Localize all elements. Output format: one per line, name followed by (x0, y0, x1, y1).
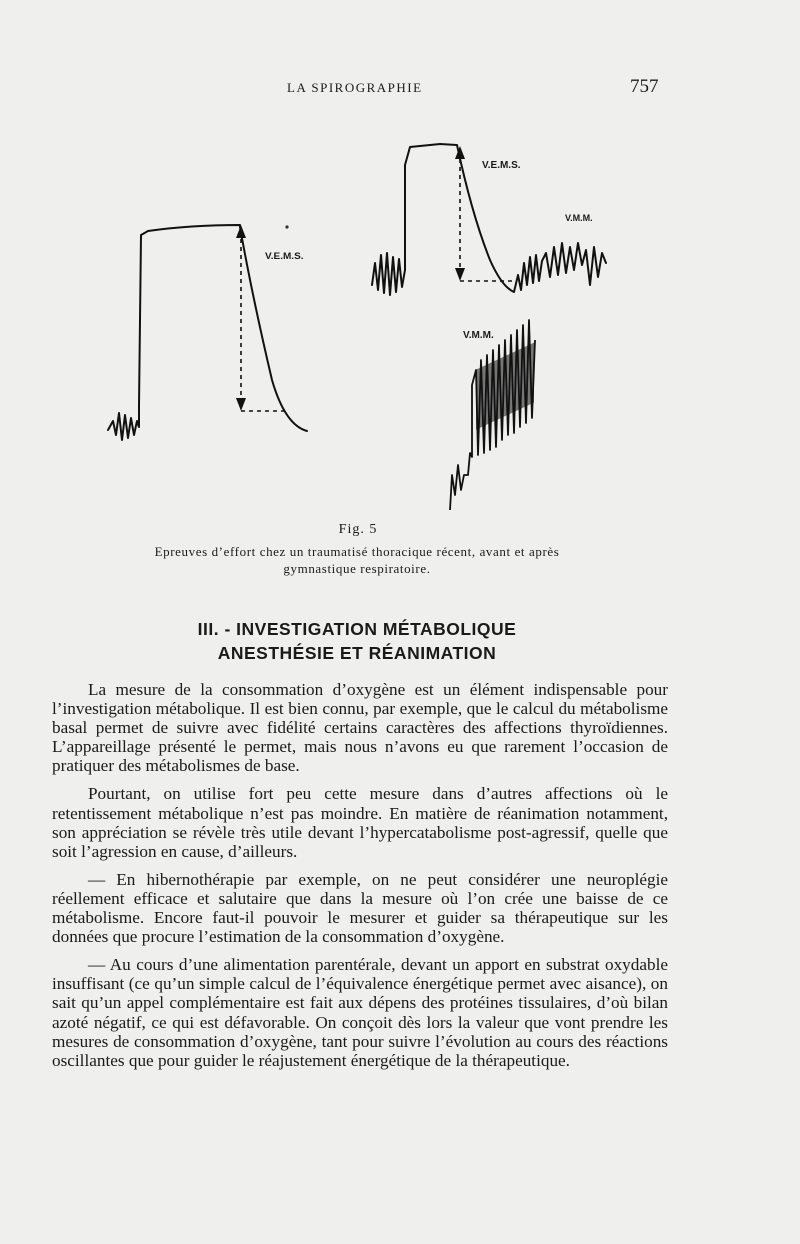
figure-caption: Epreuves d’effort chez un traumatisé thoracique récent, avant et après gymnastique respiratoire. (154, 544, 560, 576)
page-header (0, 76, 800, 100)
left-arrow-top (236, 225, 246, 238)
speck-mark (285, 225, 288, 228)
body-text (52, 680, 668, 1079)
label-vmm-right: V.M.M. (565, 213, 593, 223)
left-arrow-head (236, 398, 246, 411)
label-vems-left: V.E.M.S. (265, 251, 304, 262)
paragraph: — Au cours d’une alimentation parentérale, devant un apport en substrat oxydable insuffisant (ce qu’un simple calcul de l’équivalence énergétique permet avec aisance), on sait qu’un appel complémentaire est fait aux dépens des protéines tissulaires, d’où bilan azoté négatif, ce qui est défavorable. On conçoit dès lors la valeur que vont prendre les mesures de consommation d’oxygène, tant pour suivre l’évolution au cours des réactions oscillantes que pour guider le réajustement énergétique de la thérapeutique. (52, 955, 668, 1070)
paragraph: Pourtant, on utilise fort peu cette mesure dans d’autres affections où le retentissement métabolique n’est pas moindre. En matière de réanimation notamment, son appréciation se révèle très utile devant l’hypercatabolisme post-agressif, quelle que soit l’agression en cause, d’ailleurs. (52, 784, 668, 861)
section-title-line-1: III. - INVESTIGATION MÉTABOLIQUE (197, 619, 517, 639)
paragraph: La mesure de la consommation d’oxygène est un élément indispensable pour l’investigation métabolique. Il est bien connu, par exemple, que le calcul du métabolisme basal permet de suivre avec fidélité certains caractères des affections thyroïdiennes. L’appareillage présenté le permet, mais nous n’avons eu que rarement l’occasion de pratiquer des métabolismes de base. (52, 680, 668, 776)
running-head: LA SPIROGRAPHIE (287, 80, 423, 95)
right-arrow-top (455, 146, 465, 159)
label-vems-right: V.E.M.S. (482, 160, 521, 171)
spirogram-figure (100, 135, 640, 515)
spirogram-drawing (100, 135, 640, 515)
figure-number: Fig. 5 (338, 522, 378, 537)
paragraph: — En hibernothérapie par exemple, on ne peut considérer une neuroplégie réellement efficace et salutaire que dans la mesure où l’on crée une baisse de ce métabolisme. Encore faut-il pouvoir le mesurer et guider sa thérapeutique sur les données que procure l’estimation de la consommation d’oxygène. (52, 869, 668, 947)
section-title (150, 617, 564, 665)
page-number: 757 (630, 76, 659, 97)
label-vmm-bottom: V.M.M. (463, 330, 494, 341)
section-title-line-2: ANESTHÉSIE ET RÉANIMATION (217, 643, 497, 663)
right-arrow-head (455, 268, 465, 281)
